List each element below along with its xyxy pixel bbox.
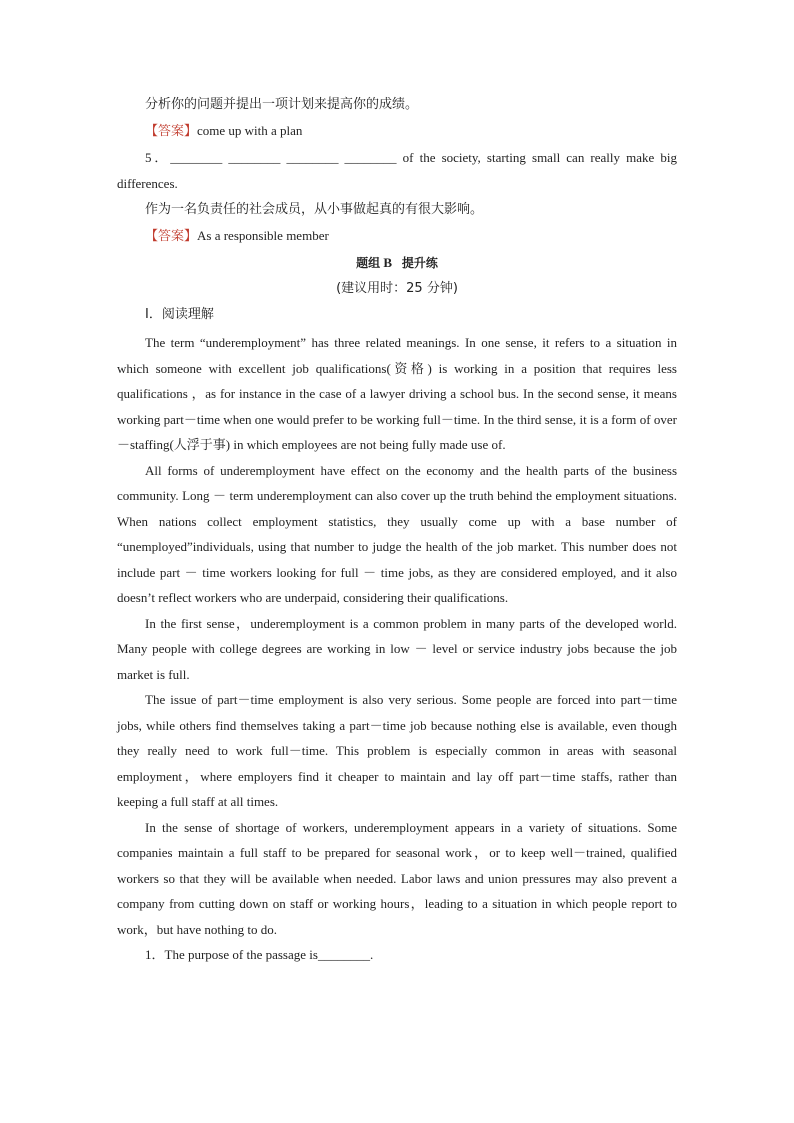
section-heading-a: 题组 — [356, 256, 381, 270]
question-1-text: The purpose of the passage is — [164, 947, 318, 962]
passage-paragraph-2: All forms of underemployment have effect on the economy and the health parts of the business community. Long － term underemployment can also cover up the truth behind the employment situations. When nations collect employment statistics, they usually come up with a base number of “unemployed”individuals, using that number to judge the health of the job market. This number does not include part － time workers looking for full － time jobs, as they are considered employed, and it also doesn’t reflect workers who are underpaid, considering their qualifications. — [117, 462, 677, 605]
question-1-blank[interactable]: ________ — [317, 947, 370, 962]
passage-paragraph-1: The term “underemployment” has three related meanings. In one sense, it refers to a situation in which someone with excellent job qualifications(资格) is working in a position that requires less qualifications ，as for instance in the case of a lawyer driving a school bus. In the second sense, it means working part－time when one would prefer to be working full－time. In the third sense, it is a form of over－staffing(人浮于事) in which employees are not being fully made use of. — [117, 335, 677, 452]
q5-answer-line — [117, 223, 677, 250]
q5-blank-4[interactable]: ________ — [344, 150, 397, 165]
q5-answer: As a responsible member — [197, 228, 329, 243]
part-label: Ⅰ．阅读理解 — [145, 307, 214, 322]
passage-paragraph-4: The issue of part－time employment is also very serious. Some people are forced into part－time jobs, while others find themselves taking a part－time job because nothing else is available, even though they really need to work full－time. This problem is especially common in areas with seasonal employment，where employers find it cheaper to maintain and lay off part－time staffs, rather than keeping a full staff at all times. — [117, 692, 677, 809]
answer-tag: 【答案】 — [145, 229, 198, 244]
q5-blank-2[interactable]: ________ — [228, 150, 281, 165]
time-hint: (建议用时：25 分钟) — [336, 281, 458, 296]
q5-blank-3[interactable]: ________ — [286, 150, 339, 165]
section-heading — [117, 250, 677, 276]
q5-blank-1[interactable]: ________ — [170, 150, 223, 165]
answer-tag: 【答案】 — [145, 124, 198, 139]
q4-translation: 分析你的问题并提出一项计划来提高你的成绩。 — [145, 97, 419, 112]
passage-paragraph-5: In the sense of shortage of workers, underemployment appears in a variety of situations. Some companies maintain a full staff to be prepared for seasonal work，or to keep well－trained, qualified workers so that they will be available when needed. Labor laws and union pressures may also prevent a company from cutting down on staff or working hours，leading to a situation in which people report to work，but have nothing to do. — [117, 819, 677, 937]
passage-paragraph-3: In the first sense，underemployment is a common problem in many parts of the developed world. Many people with college degrees are working in low － level or service industry jobs because the job market is full. — [117, 615, 677, 682]
q5-text: of the society, starting small can really make big — [402, 150, 677, 165]
section-heading-b: B — [383, 255, 393, 270]
q4-answer: come up with a plan — [197, 123, 303, 138]
document-content — [117, 92, 677, 968]
question-1-number: 1． — [145, 947, 165, 962]
q4-answer-line — [117, 118, 677, 145]
q5-translation: 作为一名负责任的社会成员，从小事做起真的有很大影响。 — [145, 202, 484, 217]
section-heading-c: 提升练 — [401, 256, 438, 270]
question-1 — [117, 942, 677, 968]
question-1-end: . — [369, 947, 374, 962]
q5-number: 5． — [145, 150, 171, 165]
q5-line — [117, 145, 677, 171]
q5-text-cont: differences. — [117, 176, 178, 191]
